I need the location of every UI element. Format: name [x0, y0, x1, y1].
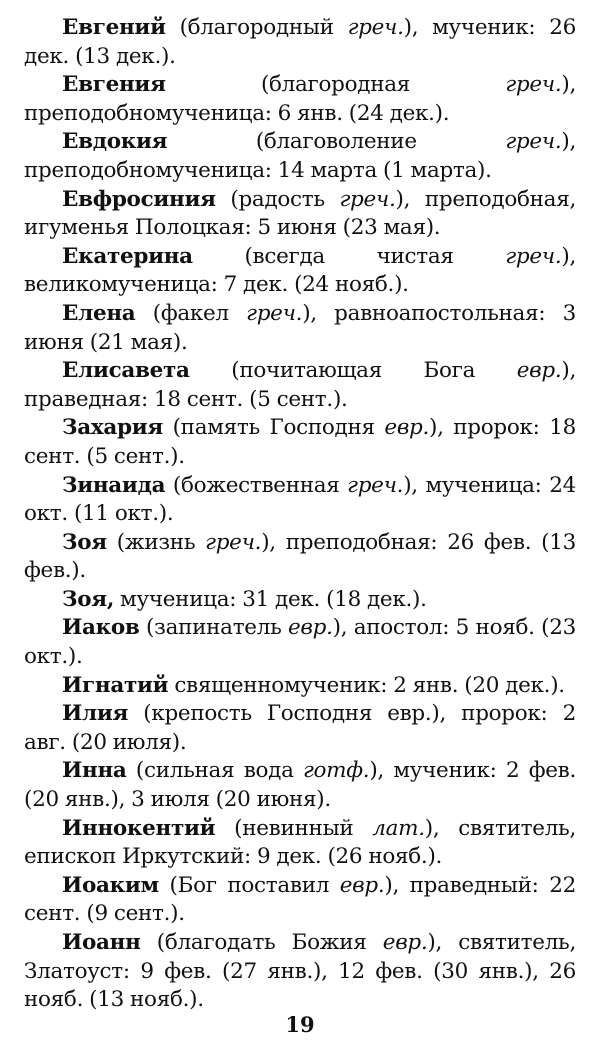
entry-zoya: [24, 529, 576, 586]
entry-text: (память Господня: [162, 415, 385, 441]
entry-text: (благоволение: [167, 129, 506, 155]
entry-name: Евгений: [62, 15, 166, 40]
entry-language: евр.: [287, 615, 333, 641]
entry-text: ), великомученица: 7 дек. (24 нояб.).: [24, 243, 576, 298]
page-number: 19: [285, 1012, 315, 1037]
dictionary-page: [24, 14, 576, 1015]
entry-text: (благородная: [165, 72, 506, 98]
entry-text: ), мученик: 26 дек. (13 дек.).: [24, 15, 576, 69]
entry-name: Зоя,: [62, 586, 115, 612]
entry-ioann: [24, 929, 576, 1015]
entry-language: лат.: [372, 815, 425, 841]
entry-evfrosiniya: [24, 186, 576, 243]
entry-innokentiy: [24, 815, 576, 872]
entry-language: греч.: [347, 472, 404, 498]
entry-text: (всегда чистая: [192, 243, 506, 269]
entry-language: евр.: [339, 872, 385, 898]
entry-text: (почитающая Бога: [189, 358, 517, 384]
entry-zinaida: [24, 472, 576, 529]
entry-name: Зинаида: [62, 472, 166, 498]
entry-language: греч.: [505, 243, 562, 269]
entry-text: (невинный: [215, 815, 373, 841]
entry-text: ), преподобная: 26 фев. (13 фев.).: [24, 529, 576, 584]
entry-name: Елена: [62, 300, 136, 326]
entry-text: (Бог поставил: [158, 872, 340, 898]
entry-language: греч.: [246, 300, 303, 326]
entry-text: ), праведный: 22 сент. (9 сент.).: [24, 872, 576, 927]
entry-name: Евгения: [62, 72, 166, 98]
entry-text: (благодать Божия: [140, 930, 383, 955]
entry-name: Елисавета: [62, 358, 190, 384]
entry-ioakim: [24, 872, 576, 929]
entry-text: (запинатель: [139, 615, 288, 641]
entry-iakov: [24, 614, 576, 671]
entry-evgeniy: [24, 14, 576, 71]
entry-text: (жизнь: [106, 529, 206, 555]
entry-name: Евфросиния: [62, 186, 216, 212]
entry-text: ), мученица: 24 окт. (11 окт.).: [24, 472, 576, 527]
entry-zoya-martyr: [24, 586, 576, 615]
entry-text: ), святитель, епископ Иркутский: 9 дек. (26 нояб.).: [24, 815, 576, 870]
entry-evdokiya: [24, 128, 576, 185]
entry-text: ), преподобномученица: 14 марта (1 марта).: [24, 129, 576, 183]
entry-ekaterina: [24, 243, 576, 300]
entry-name: Инна: [62, 758, 127, 784]
entry-language: евр.: [382, 930, 428, 955]
entry-text: ), мученик: 2 фев. (20 янв.), 3 июля (20 июня).: [24, 758, 576, 813]
entry-text: ), преподобная, игуменья Полоцкая: 5 июня (23 мая).: [24, 186, 576, 241]
entry-text: (благородный: [165, 15, 348, 40]
entry-name: Иоаким: [62, 872, 159, 898]
entry-elisaveta: [24, 357, 576, 414]
entry-text: ), апостол: 5 нояб. (23 окт.).: [24, 615, 576, 670]
entry-language: евр.: [384, 415, 430, 441]
entry-evgeniya: [24, 71, 576, 128]
entry-text: ), равноапостольная: 3 июня (21 мая).: [24, 300, 576, 355]
entry-text: ), пророк: 18 сент. (5 сент.).: [24, 415, 576, 469]
entry-ignatiy: [24, 672, 576, 701]
entry-language: греч.: [339, 186, 396, 212]
entry-language: готф.: [302, 758, 370, 784]
entry-name: Илия: [62, 701, 129, 727]
entry-language: евр.: [516, 358, 562, 384]
entry-name: Евдокия: [62, 129, 168, 155]
entry-text: (крепость Господня евр.), пророк: 2 авг. (20 июля).: [24, 701, 576, 755]
entry-text: (божественная: [165, 472, 348, 498]
entry-text: священномученик: 2 янв. (20 дек.).: [168, 672, 565, 698]
entry-name: Екатерина: [62, 243, 193, 269]
entry-text: (сильная вода: [126, 758, 303, 784]
entry-text: ), святитель, Златоуст: 9 фев. (27 янв.), 12 фев. (30 янв.), 26 нояб. (13 нояб.).: [24, 930, 576, 1013]
entry-name: Захария: [62, 415, 163, 441]
entry-text: ), преподобномученица: 6 янв. (24 дек.).: [24, 72, 576, 126]
entry-language: греч.: [505, 129, 562, 155]
entry-name: Иаков: [62, 615, 140, 641]
entry-iliya: [24, 700, 576, 757]
entry-zahariya: [24, 414, 576, 471]
entry-language: греч.: [347, 15, 404, 40]
entry-language: греч.: [505, 72, 562, 98]
entry-name: Игнатий: [62, 672, 169, 698]
entry-name: Иннокентий: [62, 815, 216, 841]
entry-name: Иоанн: [62, 930, 141, 955]
entry-inna: [24, 757, 576, 814]
entry-language: греч.: [205, 529, 262, 555]
entry-text: (радость: [215, 186, 340, 212]
entry-elena: [24, 300, 576, 357]
entry-text: (факел: [135, 300, 247, 326]
entry-name: Зоя: [62, 529, 107, 555]
entry-text: ), праведная: 18 сент. (5 сент.).: [24, 358, 576, 412]
entry-text: мученица: 31 дек. (18 дек.).: [114, 586, 427, 612]
